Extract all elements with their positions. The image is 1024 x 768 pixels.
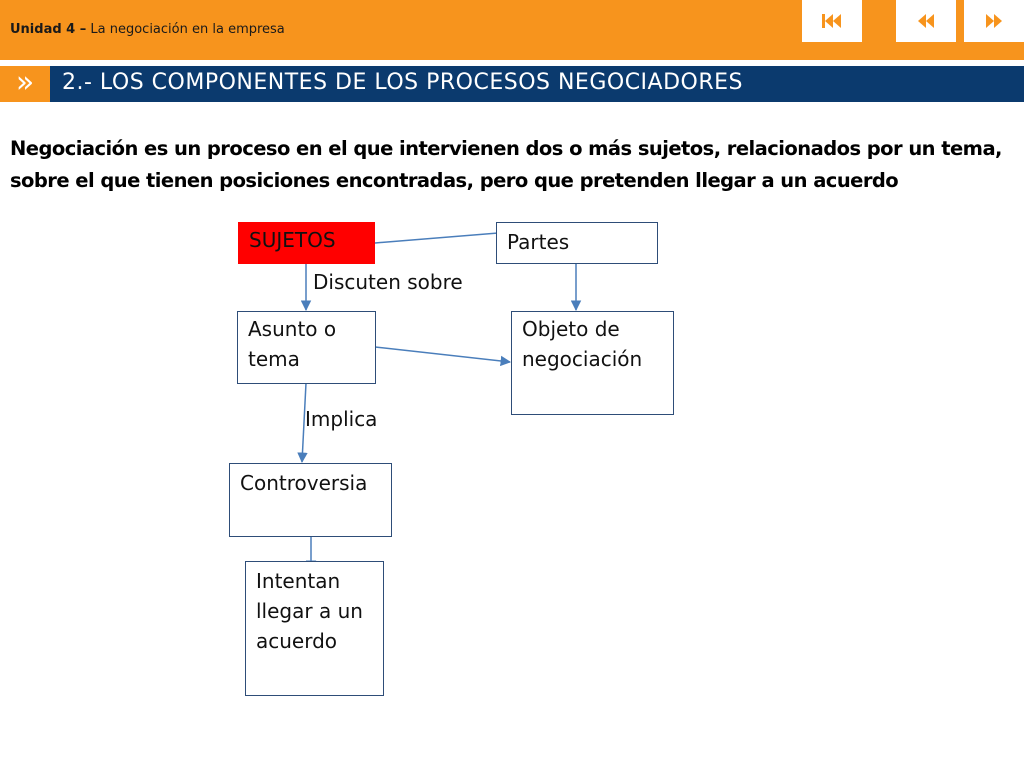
- node-controversia-label: Controversia: [240, 471, 368, 495]
- edge-asunto-objeto: [375, 347, 510, 362]
- node-asunto-line-1: Asunto o: [248, 317, 337, 341]
- intro-line-2: sobre el que tienen posiciones encontradas, pero que pretenden llegar a un acuerdo: [10, 169, 899, 192]
- node-asunto-line-2: tema: [248, 347, 300, 371]
- node-objeto-line-2: negociación: [522, 347, 643, 371]
- edge-sujetos-partes: [375, 232, 510, 243]
- node-acuerdo-line-2: llegar a un: [256, 599, 363, 623]
- intro-line-1: Negociación es un proceso en el que intervienen dos o más sujetos, relacionados por un tema,: [10, 137, 1002, 160]
- node-acuerdo: [245, 561, 384, 696]
- node-controversia: [229, 463, 392, 537]
- unit-title: La negociación en la empresa: [90, 22, 285, 37]
- edge-label-discuten: Discuten sobre: [313, 270, 463, 294]
- section-marker-icon: »: [0, 66, 50, 102]
- node-sujetos: [238, 222, 375, 264]
- node-sujetos-label: SUJETOS: [249, 228, 336, 252]
- node-objeto-line-1: Objeto de: [522, 317, 620, 341]
- node-asunto: [237, 311, 376, 384]
- unit-number: Unidad 4 –: [10, 22, 87, 37]
- node-acuerdo-line-3: acuerdo: [256, 629, 338, 653]
- section-title: 2.- LOS COMPONENTES DE LOS PROCESOS NEGOCIADORES: [62, 70, 744, 95]
- node-partes: [496, 222, 658, 264]
- edge-label-implica: Implica: [305, 407, 378, 431]
- node-objeto: [511, 311, 674, 415]
- node-partes-label: Partes: [507, 230, 570, 254]
- node-acuerdo-line-1: Intentan: [256, 569, 341, 593]
